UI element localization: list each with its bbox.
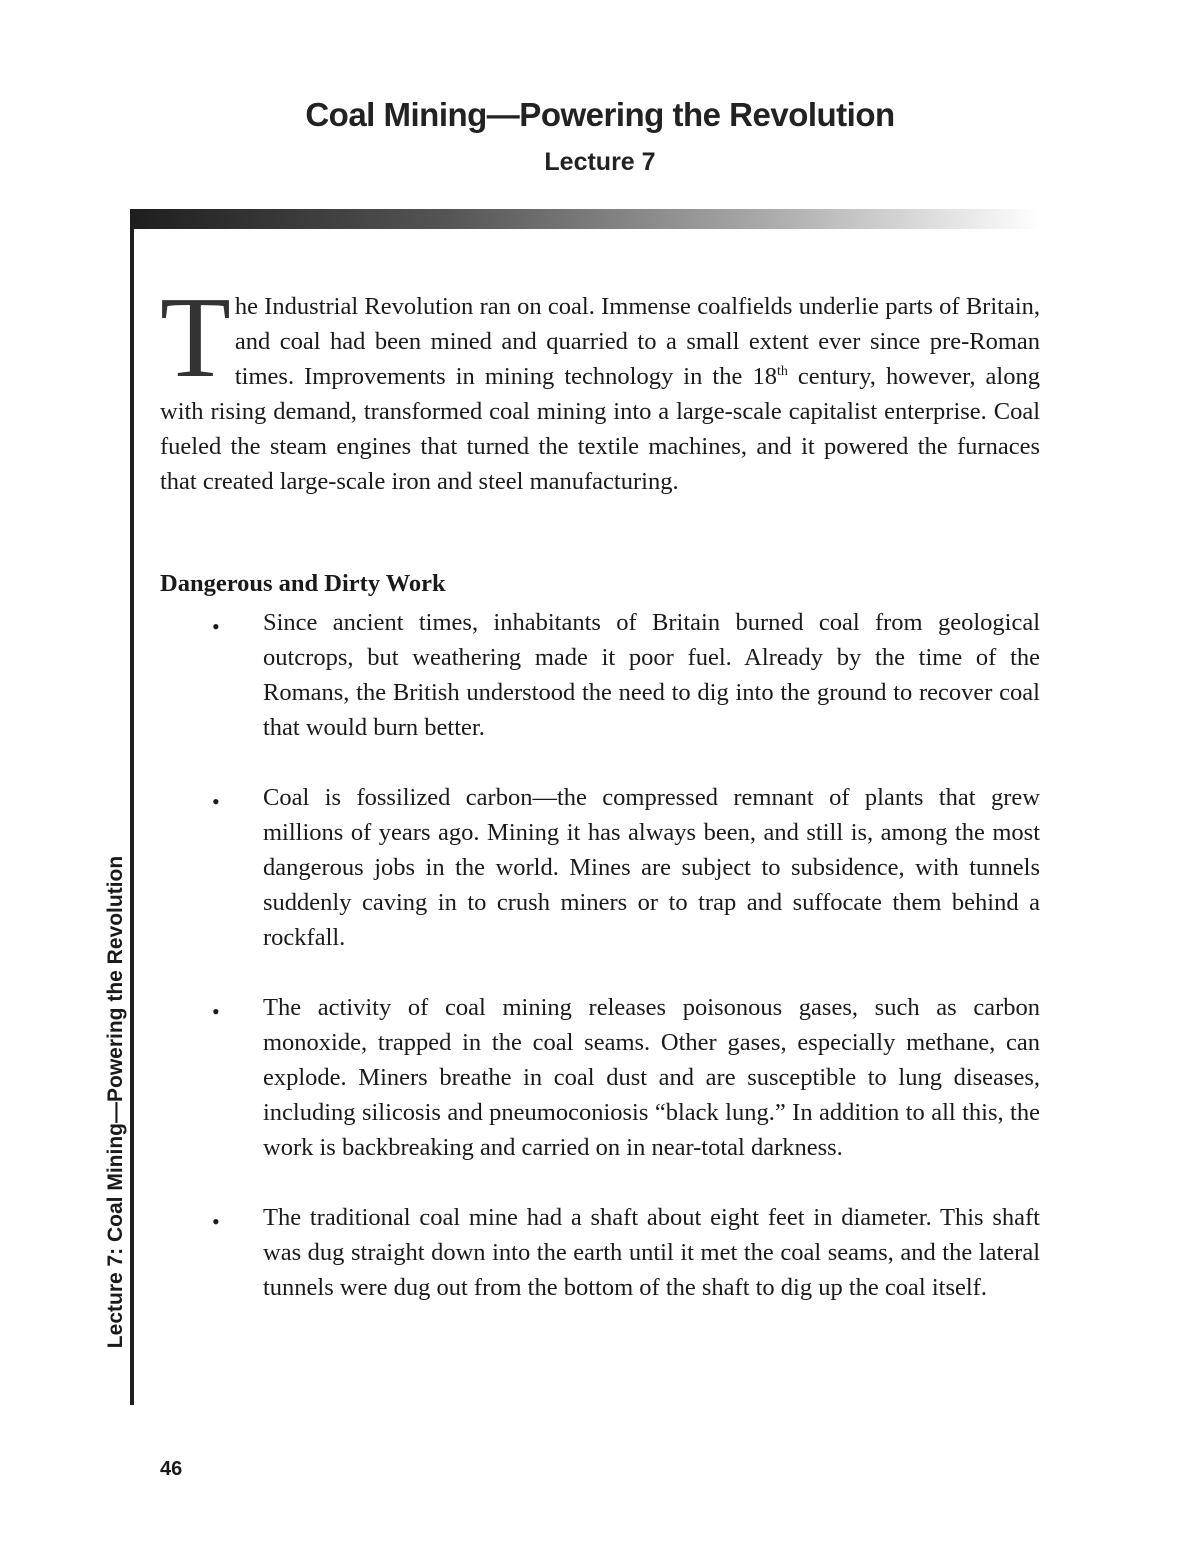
bullet-icon: •	[212, 999, 220, 1024]
bullet-text: The traditional coal mine had a shaft about eight feet in diameter. This shaft was dug straight down into the earth until it met the coal seams, and the lateral tunnels were dug out from the bottom of the shaft to dig up the coal itself.	[263, 1204, 1040, 1301]
bullet-icon: •	[212, 1209, 220, 1234]
list-item	[160, 1200, 1040, 1305]
running-head-vertical: Lecture 7: Coal Mining—Powering the Revolution	[104, 855, 127, 1349]
side-rule	[130, 209, 134, 1405]
bullet-icon: •	[212, 789, 220, 814]
list-item	[160, 990, 1040, 1165]
page-title: Coal Mining—Powering the Revolution	[305, 96, 895, 133]
bullet-text: Coal is fossilized carbon—the compressed remnant of plants that grew millions of years ago. Mining it has always been, and still is, among the most dangerous jobs in the world. Mines are subject to subsidence, with tunnels suddenly caving in to crush miners or to trap and suffocate them behind a rockfall.	[263, 784, 1040, 951]
page-number: 46	[160, 1458, 183, 1480]
bullet-list	[160, 605, 1040, 1340]
bullet-text: Since ancient times, inhabitants of Britain burned coal from geological outcrops, but weathering made it poor fuel. Already by the time of the Romans, the British understood the need to dig into the ground to recover coal that would burn better.	[263, 609, 1040, 741]
intro-superscript: th	[776, 363, 788, 379]
intro-text-part1: he Industrial Revolution ran on coal. Immense coalfields underlie parts of Britain, and coal had been mined and quarried to a small extent ever since pre-Roman times. Improvements in mining technology in the 18	[234, 293, 1040, 390]
list-item	[160, 605, 1040, 745]
lecture-subtitle: Lecture 7	[544, 148, 656, 176]
intro-paragraph	[160, 274, 1040, 499]
section-heading: Dangerous and Dirty Work	[160, 570, 446, 597]
bullet-text: The activity of coal mining releases poisonous gases, such as carbon monoxide, trapped in the coal seams. Other gases, especially methane, can explode. Miners breathe in coal dust and are susceptible to lung diseases, including silicosis and pneumoconiosis “black lung.” In addition to all this, the work is backbreaking and carried on in near-total darkness.	[263, 994, 1040, 1161]
intro-text-part2: century, however, along with rising demand, transformed coal mining into a large-scale capitalist enterprise. Coal fueled the steam engines that turned the textile machines, and it powered the furnaces that created large-scale iron and steel manufacturing.	[160, 363, 1040, 495]
header-gradient-bar	[130, 209, 1040, 229]
drop-cap: T	[160, 274, 231, 402]
bullet-icon: •	[212, 614, 220, 639]
list-item	[160, 780, 1040, 955]
